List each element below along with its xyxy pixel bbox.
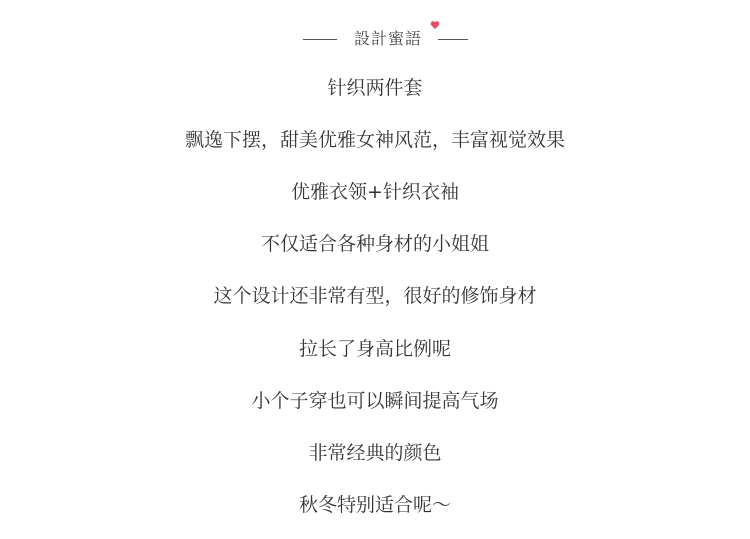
heart-icon: [430, 20, 440, 30]
section-title: 設計蜜語: [353, 29, 422, 48]
description-line: 不仅适合各种身材的小姐姐: [260, 233, 489, 255]
description-line: 非常经典的颜色: [308, 442, 442, 464]
header-divider-right: [438, 39, 468, 40]
description-line: 拉长了身高比例呢: [298, 338, 451, 360]
header-divider-left: [303, 39, 337, 40]
description-line: 小个子穿也可以瞬间提高气场: [251, 390, 499, 412]
section-header: [0, 24, 750, 54]
description-line: 这个设计还非常有型，很好的修饰身材: [213, 285, 537, 307]
description-line: 飘逸下摆，甜美优雅女神风范，丰富视觉效果: [184, 129, 565, 151]
description-line: 秋冬特别适合呢～: [298, 494, 451, 516]
description-line: 优雅衣领+针织衣袖: [291, 181, 459, 203]
description-line: 针织两件套: [327, 77, 423, 99]
